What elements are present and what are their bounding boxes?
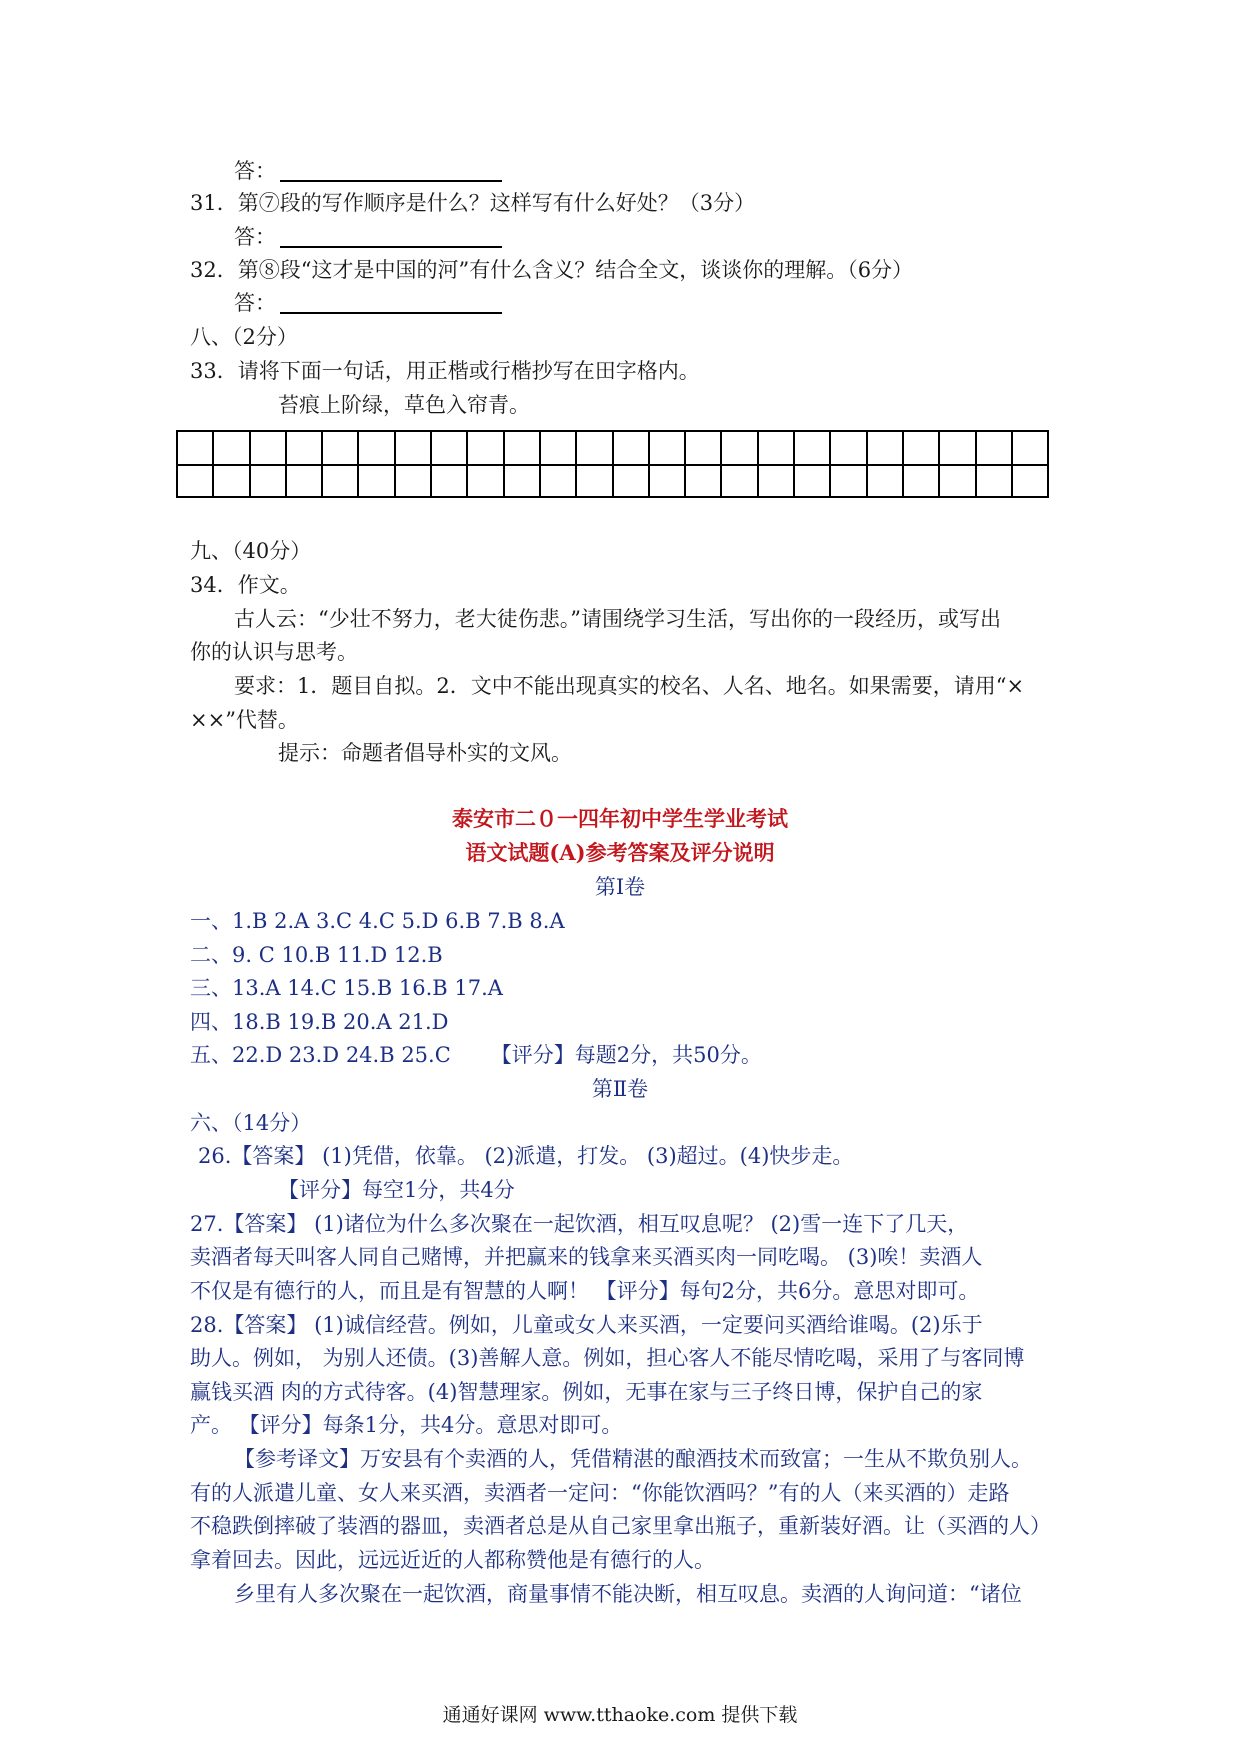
grid-cell[interactable]	[394, 432, 430, 464]
volume-1-heading: 第Ⅰ卷	[594, 875, 646, 899]
answer-blank[interactable]	[280, 224, 502, 248]
grid-cell[interactable]	[539, 432, 575, 464]
translation-line-1: 【参考译文】万安县有个卖酒的人，凭借精湛的酿酒技术而致富；一生从不欺负别人。	[234, 1447, 1032, 1471]
grid-cell[interactable]	[466, 466, 502, 498]
answer-28-line-1: 28.【答案】 (1)诚信经营。例如，儿童或女人来买酒，一定要问买酒给谁喝。(2)乐于	[190, 1313, 983, 1337]
grid-cell[interactable]	[975, 466, 1011, 498]
translation-line-4: 拿着回去。因此，远远近近的人都称赞他是有德行的人。	[190, 1548, 715, 1572]
q30-answer-line	[234, 156, 502, 186]
answers-row-3: 三、13.A 14.C 15.B 16.B 17.A	[190, 976, 503, 1000]
answers-row-5	[190, 1040, 762, 1070]
grid-cell[interactable]	[285, 466, 321, 498]
volume-2-heading: 第Ⅱ卷	[591, 1077, 649, 1101]
grid-cell[interactable]	[938, 466, 974, 498]
grid-cell[interactable]	[975, 432, 1011, 464]
answer-label: 答：	[234, 159, 276, 183]
scoring-note: 【评分】每题2分，共50分。	[490, 1043, 762, 1067]
answer-28-line-2: 助人。例如， 为别人还债。(3)善解人意。例如，担心客人不能尽情吃喝，采用了与客同博	[190, 1346, 1025, 1370]
q31-answer-line	[234, 222, 502, 252]
grid-cell[interactable]	[720, 466, 756, 498]
grid-cell[interactable]	[938, 432, 974, 464]
translation-line-2: 有的人派遣儿童、女人来买酒，卖酒者一定问：“你能饮酒吗？”有的人（来买酒的）走路	[190, 1481, 1010, 1505]
grid-cell[interactable]	[575, 432, 611, 464]
grid-cell[interactable]	[829, 466, 865, 498]
grid-cell[interactable]	[648, 432, 684, 464]
answer-key-subtitle: 语文试题(A)参考答案及评分说明	[465, 840, 775, 865]
grid-cell[interactable]	[249, 466, 285, 498]
grid-cell[interactable]	[503, 432, 539, 464]
grid-cell[interactable]	[902, 466, 938, 498]
section-8-heading: 八、（2分）	[190, 325, 298, 349]
grid-cell[interactable]	[866, 466, 902, 498]
answer-26: 26.【答案】 (1)凭借，依靠。 (2)派遣，打发。 (3)超过。(4)快步走。	[198, 1144, 854, 1168]
grid-cell[interactable]	[829, 432, 865, 464]
question-33: 33．请将下面一句话，用正楷或行楷抄写在田字格内。	[190, 359, 700, 383]
answer-label: 答：	[234, 225, 276, 249]
answer-label: 答：	[234, 291, 276, 315]
answer-28-line-4: 产。 【评分】每条1分，共4分。意思对即可。	[190, 1413, 623, 1437]
grid-cell[interactable]	[321, 466, 357, 498]
essay-tip: 提示：命题者倡导朴实的文风。	[278, 741, 572, 765]
answer-26-score: 【评分】每空1分，共4分	[278, 1178, 515, 1202]
grid-cell[interactable]	[612, 432, 648, 464]
grid-cell[interactable]	[212, 466, 248, 498]
grid-cell[interactable]	[178, 432, 212, 464]
grid-cell[interactable]	[394, 466, 430, 498]
grid-cell[interactable]	[466, 432, 502, 464]
grid-cell[interactable]	[178, 466, 212, 498]
copy-sentence: 苔痕上阶绿，草色入帘青。	[278, 393, 530, 417]
answer-27-line-2: 卖酒者每天叫客人同自己赌博，并把赢来的钱拿来买酒买肉一同吃喝。 (3)唉！卖酒人	[190, 1245, 983, 1269]
grid-cell[interactable]	[684, 432, 720, 464]
grid-cell[interactable]	[757, 432, 793, 464]
question-34: 34．作文。	[190, 573, 301, 597]
grid-cell[interactable]	[430, 466, 466, 498]
grid-cell[interactable]	[866, 432, 902, 464]
grid-cell[interactable]	[1011, 432, 1047, 464]
answer-27-line-3: 不仅是有德行的人，而且是有智慧的人啊！ 【评分】每句2分，共6分。意思对即可。	[190, 1279, 980, 1303]
essay-requirements-line-1: 要求：1．题目自拟。2．文中不能出现真实的校名、人名、地名。如果需要，请用“×	[234, 674, 1025, 698]
grid-row	[178, 432, 1047, 464]
grid-cell[interactable]	[357, 466, 393, 498]
answer-27-line-1: 27.【答案】 (1)诸位为什么多次聚在一起饮酒，相互叹息呢？ (2)雪一连下了几天，	[190, 1212, 969, 1236]
grid-row	[178, 464, 1047, 498]
grid-cell[interactable]	[793, 466, 829, 498]
grid-cell[interactable]	[249, 432, 285, 464]
translation-line-5: 乡里有人多次聚在一起饮酒，商量事情不能决断，相互叹息。卖酒的人询问道：“诸位	[234, 1582, 1022, 1606]
grid-cell[interactable]	[612, 466, 648, 498]
grid-cell[interactable]	[684, 466, 720, 498]
writing-grid	[176, 430, 1049, 498]
question-31: 31．第⑦段的写作顺序是什么？这样写有什么好处？（3分）	[190, 191, 756, 215]
answer-blank[interactable]	[280, 158, 502, 182]
grid-cell[interactable]	[793, 432, 829, 464]
grid-cell[interactable]	[757, 466, 793, 498]
grid-cell[interactable]	[902, 432, 938, 464]
essay-requirements-line-2: ××”代替。	[190, 708, 299, 732]
answers-row-1: 一、1.B 2.A 3.C 4.C 5.D 6.B 7.B 8.A	[190, 909, 565, 933]
answer-28-line-3: 赢钱买酒 肉的方式待客。(4)智慧理家。例如，无事在家与三子终日博，保护自己的家	[190, 1380, 983, 1404]
answers-row-5-values: 五、22.D 23.D 24.B 25.C	[190, 1043, 451, 1067]
question-32: 32．第⑧段“这才是中国的河”有什么含义？结合全文，谈谈你的理解。（6分）	[190, 258, 914, 282]
grid-cell[interactable]	[503, 466, 539, 498]
grid-cell[interactable]	[720, 432, 756, 464]
essay-prompt-line-1: 古人云：“少壮不努力，老大徒伤悲。”请围绕学习生活，写出你的一段经历，或写出	[234, 607, 1001, 631]
grid-cell[interactable]	[648, 466, 684, 498]
answers-row-2: 二、9. C 10.B 11.D 12.B	[190, 943, 443, 967]
translation-line-3: 不稳跌倒摔破了装酒的器皿，卖酒者总是从自己家里拿出瓶子，重新装好酒。让（买酒的人）	[190, 1514, 1051, 1538]
grid-cell[interactable]	[539, 466, 575, 498]
answer-key-title: 泰安市二０一四年初中学生学业考试	[452, 806, 788, 831]
section-6-heading: 六、（14分）	[190, 1111, 312, 1135]
grid-cell[interactable]	[357, 432, 393, 464]
grid-cell[interactable]	[212, 432, 248, 464]
grid-cell[interactable]	[430, 432, 466, 464]
grid-cell[interactable]	[285, 432, 321, 464]
q32-answer-line	[234, 288, 502, 318]
essay-prompt-line-2: 你的认识与思考。	[190, 640, 358, 664]
section-9-heading: 九、（40分）	[190, 539, 312, 563]
answer-blank[interactable]	[280, 290, 502, 314]
answers-row-4: 四、18.B 19.B 20.A 21.D	[190, 1010, 449, 1034]
page-footer: 通通好课网 www.tthaoke.com 提供下载	[442, 1704, 798, 1726]
grid-cell[interactable]	[575, 466, 611, 498]
grid-cell[interactable]	[321, 432, 357, 464]
grid-cell[interactable]	[1011, 466, 1047, 498]
